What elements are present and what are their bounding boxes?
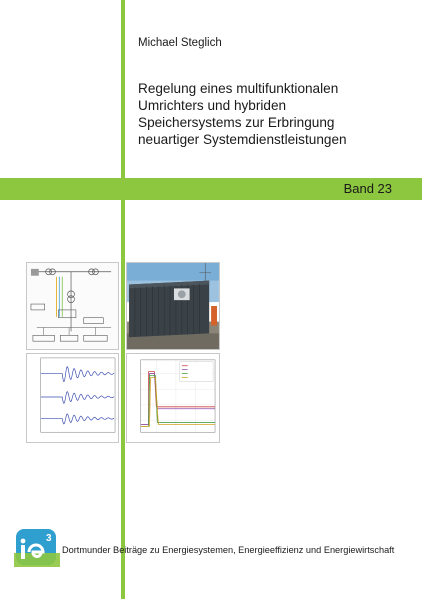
band-number: Band 23 — [343, 181, 392, 196]
ie3-logo — [14, 525, 60, 569]
waveform-drawing — [27, 354, 118, 442]
step-response-drawing — [127, 354, 219, 442]
svg-text:3: 3 — [46, 533, 52, 544]
ie3-logo-icon — [14, 525, 60, 569]
title-line: Regelung eines multifunktionalen — [138, 81, 339, 96]
vertical-accent-line — [121, 0, 125, 599]
book-title — [138, 80, 408, 148]
series-title: Dortmunder Beiträge zu Energiesystemen, Energieeffizienz und Energiewirtschaft — [62, 545, 395, 555]
container-photo — [126, 262, 220, 350]
title-line: Umrichters und hybriden — [138, 98, 287, 113]
step-response-image — [126, 353, 220, 443]
container-illustration — [127, 263, 219, 349]
title-line: Speichersystems zur Erbringung — [138, 115, 335, 130]
title-line: neuartiger Systemdienstleistungen — [138, 132, 347, 147]
schematic-drawing — [27, 263, 118, 349]
author-name: Michael Steglich — [138, 37, 222, 49]
schematic-image — [26, 262, 119, 350]
waveform-plot-image — [26, 353, 119, 443]
